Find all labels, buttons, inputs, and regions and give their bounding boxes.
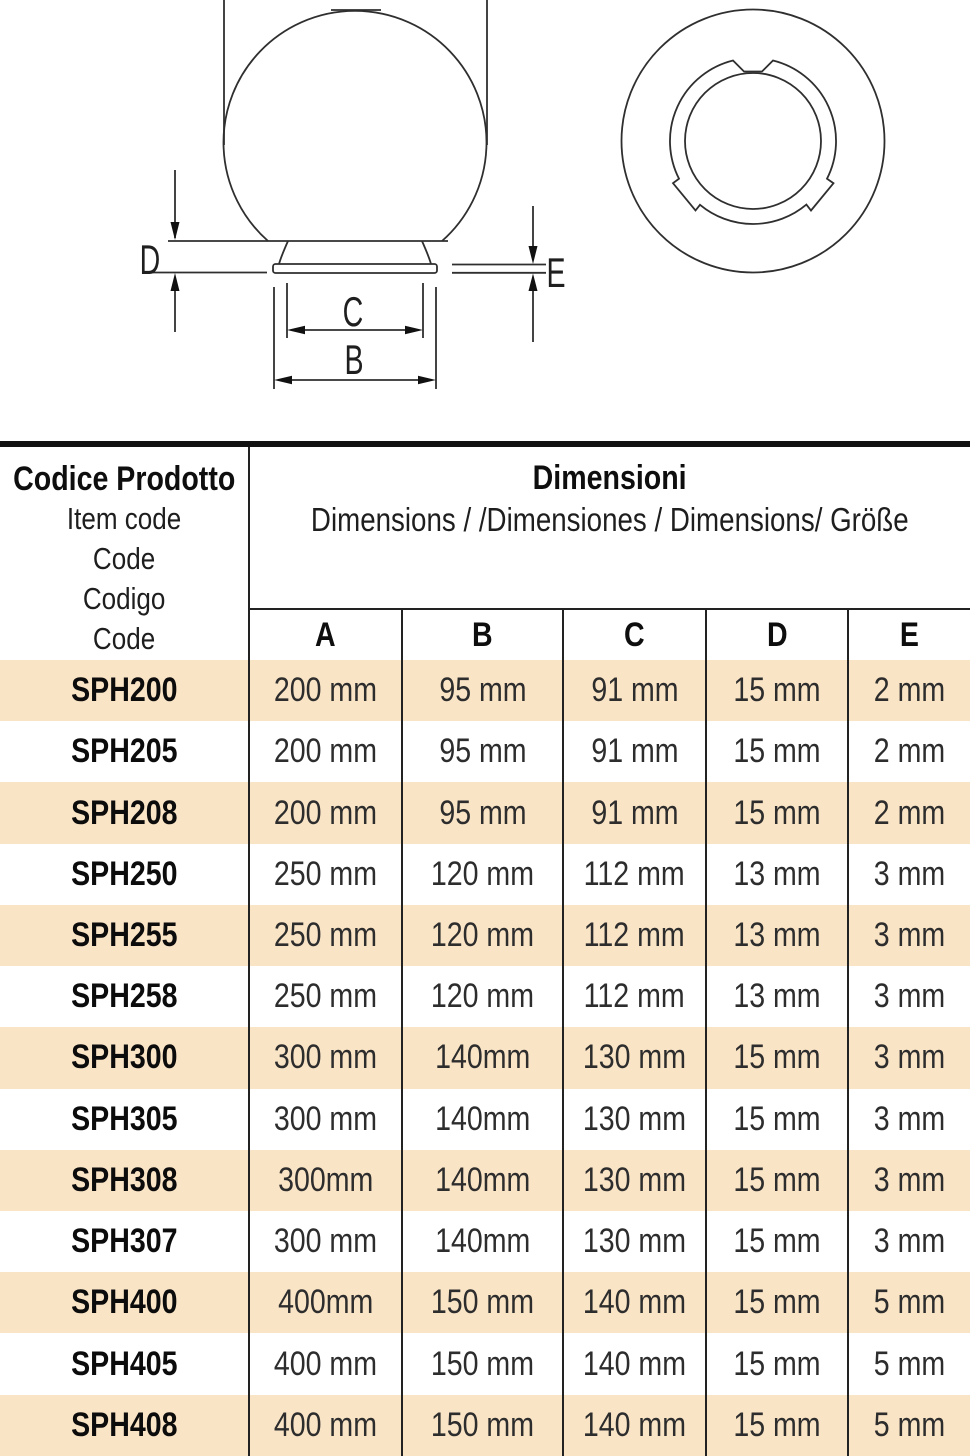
technical-drawing (0, 0, 970, 441)
top-view-collar-ring (670, 61, 836, 224)
table-row (0, 1027, 970, 1088)
dim-d-cell: 15 mm (705, 721, 847, 782)
dim-e-cell: 3 mm (847, 1027, 970, 1088)
neck-left (279, 241, 288, 264)
dim-label-c: C (342, 287, 364, 336)
dim-label-d: D (139, 235, 161, 284)
header-code-2: Code (92, 621, 156, 656)
dim-c-cell: 112 mm (562, 905, 705, 966)
table-row (0, 905, 970, 966)
dim-a-cell: 300 mm (248, 1089, 401, 1150)
dim-e-cell: 3 mm (847, 844, 970, 905)
dim-b-cell: 95 mm (401, 721, 562, 782)
dim-e-cell: 3 mm (847, 905, 970, 966)
dim-b-cell: 140mm (401, 1089, 562, 1150)
product-code-cell: SPH308 (70, 1160, 178, 1199)
dim-d-cell: 13 mm (705, 844, 847, 905)
dim-b-cell: 140mm (401, 1150, 562, 1211)
dim-a-cell: 250 mm (248, 966, 401, 1027)
table-row (0, 1150, 970, 1211)
dim-a-cell: 400 mm (248, 1395, 401, 1456)
dim-d-cell: 13 mm (705, 966, 847, 1027)
dim-b-cell: 95 mm (401, 660, 562, 721)
globe-outline (224, 11, 487, 241)
product-code-cell: SPH307 (70, 1222, 178, 1261)
dim-e-cell: 2 mm (847, 782, 970, 843)
dim-c-cell: 112 mm (562, 844, 705, 905)
header-item-code: Item code (66, 501, 182, 536)
dim-c-cell: 140 mm (562, 1272, 705, 1333)
dim-a-cell: 400 mm (248, 1333, 401, 1394)
dim-e-cell: 5 mm (847, 1333, 970, 1394)
dim-e-cell: 2 mm (847, 660, 970, 721)
product-code-cell: SPH305 (70, 1099, 178, 1138)
dim-b-cell: 120 mm (401, 905, 562, 966)
arrow-c-right (405, 326, 423, 334)
top-view-outer-circle (622, 10, 885, 273)
dim-c-cell: 91 mm (562, 782, 705, 843)
product-code-cell: SPH408 (70, 1405, 178, 1444)
dim-d-cell: 15 mm (705, 1027, 847, 1088)
dim-e-cell: 3 mm (847, 1211, 970, 1272)
column-header-d (705, 608, 847, 660)
dim-b-cell: 95 mm (401, 782, 562, 843)
dim-b-cell: 150 mm (401, 1395, 562, 1456)
table-header (0, 447, 970, 660)
column-header-e (847, 608, 970, 660)
dim-c-cell: 130 mm (562, 1150, 705, 1211)
arrow-b-right (418, 376, 436, 384)
column-header-a (248, 608, 401, 660)
dim-a-cell: 300 mm (248, 1027, 401, 1088)
table-body (0, 660, 970, 1456)
dim-d-cell: 15 mm (705, 1272, 847, 1333)
dim-a-cell: 300 mm (248, 1211, 401, 1272)
dim-c-cell: 130 mm (562, 1211, 705, 1272)
dim-a-cell: 200 mm (248, 660, 401, 721)
dim-b-cell: 150 mm (401, 1272, 562, 1333)
drawing-canvas (0, 0, 970, 441)
arrow-b-left (274, 376, 292, 384)
dim-b-cell: 140mm (401, 1211, 562, 1272)
column-header-c-label: C (624, 615, 645, 654)
dim-c-cell: 91 mm (562, 660, 705, 721)
flange-plate (273, 264, 437, 273)
table-row (0, 844, 970, 905)
dimension-labels (140, 235, 566, 383)
arrow-c-left (287, 326, 305, 334)
product-code-cell: SPH250 (70, 854, 178, 893)
table-row (0, 1211, 970, 1272)
top-view-inner-circle (685, 73, 821, 209)
header-code: Code (92, 541, 156, 576)
table-row (0, 1333, 970, 1394)
dim-e-cell: 3 mm (847, 1089, 970, 1150)
dim-label-e: E (546, 248, 566, 297)
top-view-drawing (622, 10, 885, 273)
dim-d-cell: 13 mm (705, 905, 847, 966)
dim-a-cell: 250 mm (248, 844, 401, 905)
dim-b-cell: 140mm (401, 1027, 562, 1088)
column-header-b-label: B (472, 615, 493, 654)
header-codigo: Codigo (82, 581, 166, 616)
column-header-a-label: A (315, 615, 336, 654)
dim-c-cell: 130 mm (562, 1027, 705, 1088)
dim-d-cell: 15 mm (705, 1150, 847, 1211)
product-code-cell: SPH400 (70, 1283, 178, 1322)
product-code-cell: SPH208 (70, 793, 178, 832)
arrow-e-up (529, 274, 538, 292)
dim-b-cell: 150 mm (401, 1333, 562, 1394)
column-header-c (562, 608, 705, 660)
table-row (0, 1395, 970, 1456)
dim-b-cell: 120 mm (401, 966, 562, 1027)
dim-e-cell: 3 mm (847, 966, 970, 1027)
dim-d-cell: 15 mm (705, 782, 847, 843)
table-row (0, 966, 970, 1027)
dim-c-cell: 130 mm (562, 1089, 705, 1150)
dim-a-cell: 200 mm (248, 721, 401, 782)
table-row (0, 1089, 970, 1150)
dim-a-cell: 300mm (248, 1150, 401, 1211)
arrow-d-down (171, 222, 180, 240)
dim-d-cell: 15 mm (705, 660, 847, 721)
header-codice-prodotto: Codice Prodotto (12, 460, 236, 498)
table-row (0, 1272, 970, 1333)
dim-a-cell: 200 mm (248, 782, 401, 843)
product-code-cell: SPH300 (70, 1038, 178, 1077)
product-code-cell: SPH205 (70, 732, 178, 771)
column-header-e-label: E (899, 615, 920, 654)
table-row (0, 660, 970, 721)
product-code-cell: SPH405 (70, 1344, 178, 1383)
dimensions-subtitle: Dimensions / /Dimensiones / Dimensions/ Größe (311, 501, 909, 538)
dimensions-header (248, 447, 970, 608)
dim-d-cell: 15 mm (705, 1333, 847, 1394)
dim-d-cell: 15 mm (705, 1089, 847, 1150)
dim-c-cell: 140 mm (562, 1333, 705, 1394)
product-code-cell: SPH255 (70, 915, 178, 954)
arrow-e-down (529, 246, 538, 264)
column-header-b (401, 608, 562, 660)
product-code-cell: SPH258 (70, 977, 178, 1016)
product-code-header (0, 447, 248, 660)
dim-e-cell: 3 mm (847, 1150, 970, 1211)
dim-e-cell: 5 mm (847, 1272, 970, 1333)
dim-c-cell: 140 mm (562, 1395, 705, 1456)
dim-c-cell: 91 mm (562, 721, 705, 782)
table-row (0, 721, 970, 782)
dim-b-cell: 120 mm (401, 844, 562, 905)
dim-a-cell: 250 mm (248, 905, 401, 966)
column-header-d-label: D (766, 615, 788, 654)
dim-label-b: B (344, 335, 364, 384)
dimensions-title: Dimensioni (533, 459, 687, 497)
neck-right (422, 241, 431, 264)
table-row (0, 782, 970, 843)
dim-d-cell: 15 mm (705, 1211, 847, 1272)
dim-d-cell: 15 mm (705, 1395, 847, 1456)
dim-e-cell: 5 mm (847, 1395, 970, 1456)
dim-c-cell: 112 mm (562, 966, 705, 1027)
arrow-d-up (171, 273, 180, 291)
dim-a-cell: 400mm (248, 1272, 401, 1333)
product-code-cell: SPH200 (70, 671, 178, 710)
dim-e-cell: 2 mm (847, 721, 970, 782)
spec-table (0, 441, 970, 1456)
